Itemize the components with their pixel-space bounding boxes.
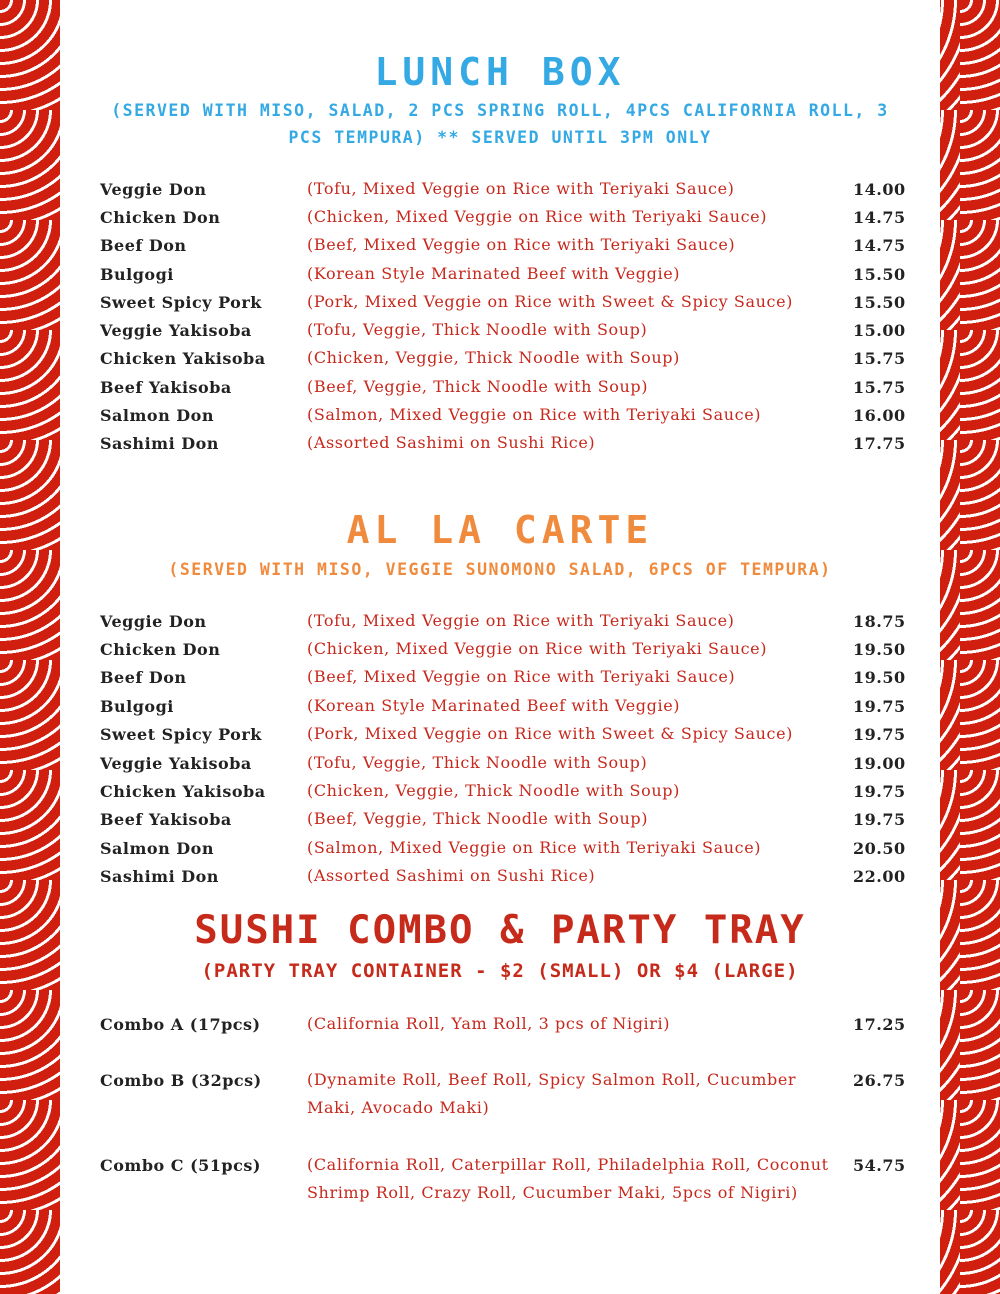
carte-item-price: 19.75 — [853, 782, 906, 801]
carte-item-name: Salmon Don — [100, 839, 214, 858]
lunch-item-price: 15.50 — [853, 265, 906, 284]
lunch-item-name: Veggie Yakisoba — [100, 321, 252, 340]
combo-item-price: 54.75 — [853, 1156, 906, 1175]
carte-item-price: 19.75 — [853, 810, 906, 829]
combo-item-desc: (California Roll, Yam Roll, 3 pcs of Nigiri) — [307, 1014, 671, 1033]
a-la-carte-subtitle: (SERVED WITH MISO, VEGGIE SUNOMONO SALAD, 6PCS OF TEMPURA) — [168, 560, 832, 579]
lunch-item-price: 15.75 — [853, 378, 906, 397]
carte-item-desc: (Tofu, Veggie, Thick Noodle with Soup) — [307, 753, 648, 772]
lunch-item-name: Sashimi Don — [100, 434, 219, 453]
carte-item-desc: (Beef, Mixed Veggie on Rice with Teriyaki Sauce) — [307, 667, 736, 686]
carte-item-desc: (Salmon, Mixed Veggie on Rice with Teriyaki Sauce) — [307, 838, 762, 857]
combo-item-name: Combo C (51pcs) — [100, 1156, 261, 1175]
lunch-item-price: 14.75 — [853, 236, 906, 255]
combo-item-name: Combo B (32pcs) — [100, 1071, 262, 1090]
carte-item-name: Beef Don — [100, 668, 187, 687]
carte-item-name: Sweet Spicy Pork — [100, 725, 262, 744]
combo-item-price: 17.25 — [853, 1015, 906, 1034]
carte-item-price: 19.00 — [853, 754, 906, 773]
carte-item-price: 19.50 — [853, 640, 906, 659]
lunch-item-name: Beef Don — [100, 236, 187, 255]
lunch-item-desc: (Salmon, Mixed Veggie on Rice with Teriyaki Sauce) — [307, 405, 762, 424]
lunch-item-name: Chicken Don — [100, 208, 221, 227]
carte-item-price: 19.75 — [853, 697, 906, 716]
lunch-item-name: Beef Yakisoba — [100, 378, 232, 397]
lunch-item-name: Veggie Don — [100, 180, 207, 199]
lunch-item-name: Chicken Yakisoba — [100, 349, 266, 368]
lunch-box-title: LUNCH BOX — [374, 50, 626, 94]
lunch-item-name: Salmon Don — [100, 406, 214, 425]
lunch-item-price: 15.50 — [853, 293, 906, 312]
carte-item-name: Veggie Yakisoba — [100, 754, 252, 773]
lunch-item-desc: (Tofu, Mixed Veggie on Rice with Teriyaki Sauce) — [307, 179, 735, 198]
lunch-item-price: 14.75 — [853, 208, 906, 227]
a-la-carte-title: AL LA CARTE — [346, 508, 654, 552]
carte-item-desc: (Assorted Sashimi on Sushi Rice) — [307, 866, 596, 885]
lunch-item-desc: (Tofu, Veggie, Thick Noodle with Soup) — [307, 320, 648, 339]
lunch-item-desc: (Korean Style Marinated Beef with Veggie) — [307, 264, 681, 283]
lunch-item-price: 15.75 — [853, 349, 906, 368]
lunch-item-name: Sweet Spicy Pork — [100, 293, 262, 312]
lunch-item-price: 14.00 — [853, 180, 906, 199]
carte-item-desc: (Chicken, Veggie, Thick Noodle with Soup) — [307, 781, 680, 800]
carte-item-name: Sashimi Don — [100, 867, 219, 886]
lunch-box-subtitle: (SERVED WITH MISO, SALAD, 2 PCS SPRING ROLL, 4PCS CALIFORNIA ROLL, 3 PCS TEMPURA) ** SERVED UNTIL 3PM ONLY — [111, 101, 889, 147]
lunch-item-price: 16.00 — [853, 406, 906, 425]
lunch-item-desc: (Chicken, Mixed Veggie on Rice with Teriyaki Sauce) — [307, 207, 768, 226]
combo-item-price: 26.75 — [853, 1071, 906, 1090]
carte-item-desc: (Chicken, Mixed Veggie on Rice with Teriyaki Sauce) — [307, 639, 768, 658]
menu-panel — [60, 0, 940, 1294]
carte-item-price: 19.50 — [853, 668, 906, 687]
combo-item-desc: (California Roll, Caterpillar Roll, Philadelphia Roll, Coconut Shrimp Roll, Crazy Roll, Cucumber Maki, 5pcs of Nigiri) — [307, 1155, 829, 1202]
combo-item-name: Combo A (17pcs) — [100, 1015, 261, 1034]
carte-item-price: 18.75 — [853, 612, 906, 631]
sushi-combo-subtitle: (PARTY TRAY CONTAINER - $2 (SMALL) OR $4 (LARGE) — [201, 960, 799, 982]
lunch-item-desc: (Assorted Sashimi on Sushi Rice) — [307, 433, 596, 452]
carte-item-desc: (Tofu, Mixed Veggie on Rice with Teriyaki Sauce) — [307, 611, 735, 630]
carte-item-price: 19.75 — [853, 725, 906, 744]
carte-item-price: 22.00 — [853, 867, 906, 886]
lunch-item-desc: (Beef, Veggie, Thick Noodle with Soup) — [307, 377, 649, 396]
sushi-combo-title: SUSHI COMBO & PARTY TRAY — [194, 908, 806, 953]
lunch-item-name: Bulgogi — [100, 265, 174, 284]
carte-item-desc: (Beef, Veggie, Thick Noodle with Soup) — [307, 809, 649, 828]
lunch-item-desc: (Beef, Mixed Veggie on Rice with Teriyaki Sauce) — [307, 235, 736, 254]
carte-item-price: 20.50 — [853, 839, 906, 858]
lunch-item-price: 17.75 — [853, 434, 906, 453]
lunch-item-price: 15.00 — [853, 321, 906, 340]
carte-item-desc: (Pork, Mixed Veggie on Rice with Sweet & Spicy Sauce) — [307, 724, 793, 743]
carte-item-name: Bulgogi — [100, 697, 174, 716]
carte-item-name: Chicken Yakisoba — [100, 782, 266, 801]
carte-item-name: Veggie Don — [100, 612, 207, 631]
carte-item-name: Chicken Don — [100, 640, 221, 659]
carte-item-desc: (Korean Style Marinated Beef with Veggie) — [307, 696, 681, 715]
lunch-item-desc: (Pork, Mixed Veggie on Rice with Sweet & Spicy Sauce) — [307, 292, 793, 311]
lunch-item-desc: (Chicken, Veggie, Thick Noodle with Soup) — [307, 348, 680, 367]
combo-item-desc: (Dynamite Roll, Beef Roll, Spicy Salmon Roll, Cucumber Maki, Avocado Maki) — [307, 1070, 797, 1117]
carte-item-name: Beef Yakisoba — [100, 810, 232, 829]
